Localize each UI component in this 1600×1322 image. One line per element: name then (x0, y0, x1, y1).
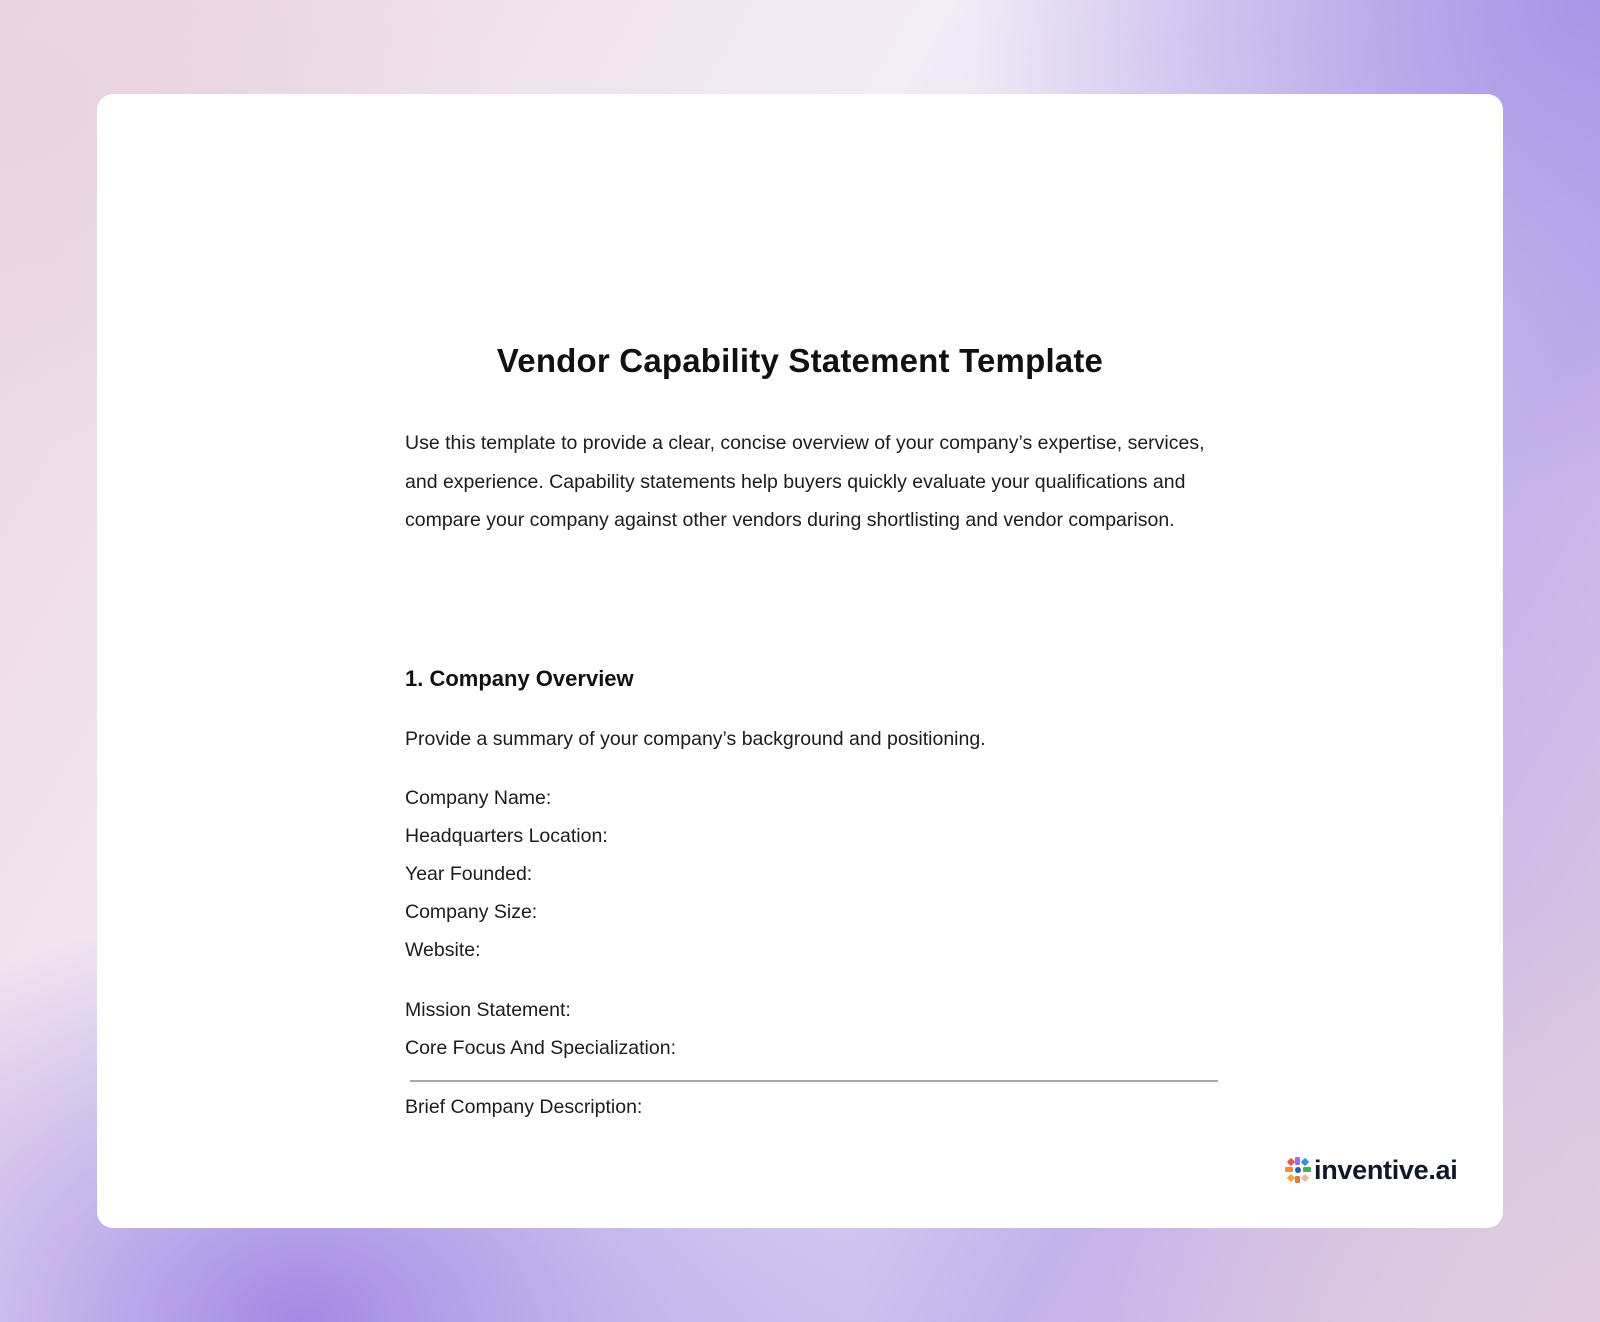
field-mission-statement: Mission Statement: (405, 999, 571, 1021)
field-brief-description: Brief Company Description: (405, 1096, 643, 1118)
field-core-focus: Core Focus And Specialization: (405, 1037, 676, 1059)
field-company-size: Company Size: (405, 901, 538, 923)
intro-paragraph: Use this template to provide a clear, concise overview of your company’s expertise, services, and experience. Capability statements help buyers quickly evaluate your qualifications and compare your company against other vendors during shortlisting and vendor comparison. (405, 432, 1205, 531)
field-website: Website: (405, 939, 481, 961)
brand-logo (1285, 1154, 1457, 1186)
document-title: Vendor Capability Statement Template (496, 342, 1104, 379)
field-headquarters-location: Headquarters Location: (405, 825, 608, 847)
field-year-founded: Year Founded: (405, 863, 533, 885)
field-company-name: Company Name: (405, 787, 552, 809)
section-description: Provide a summary of your company’s background and positioning. (405, 728, 986, 750)
colorful-dots-mark-icon (1285, 1157, 1311, 1183)
section-divider (410, 1080, 1218, 1082)
section-heading: 1. Company Overview (405, 666, 634, 691)
document-card (97, 94, 1503, 1228)
logo-text: inventive.ai (1314, 1154, 1458, 1185)
